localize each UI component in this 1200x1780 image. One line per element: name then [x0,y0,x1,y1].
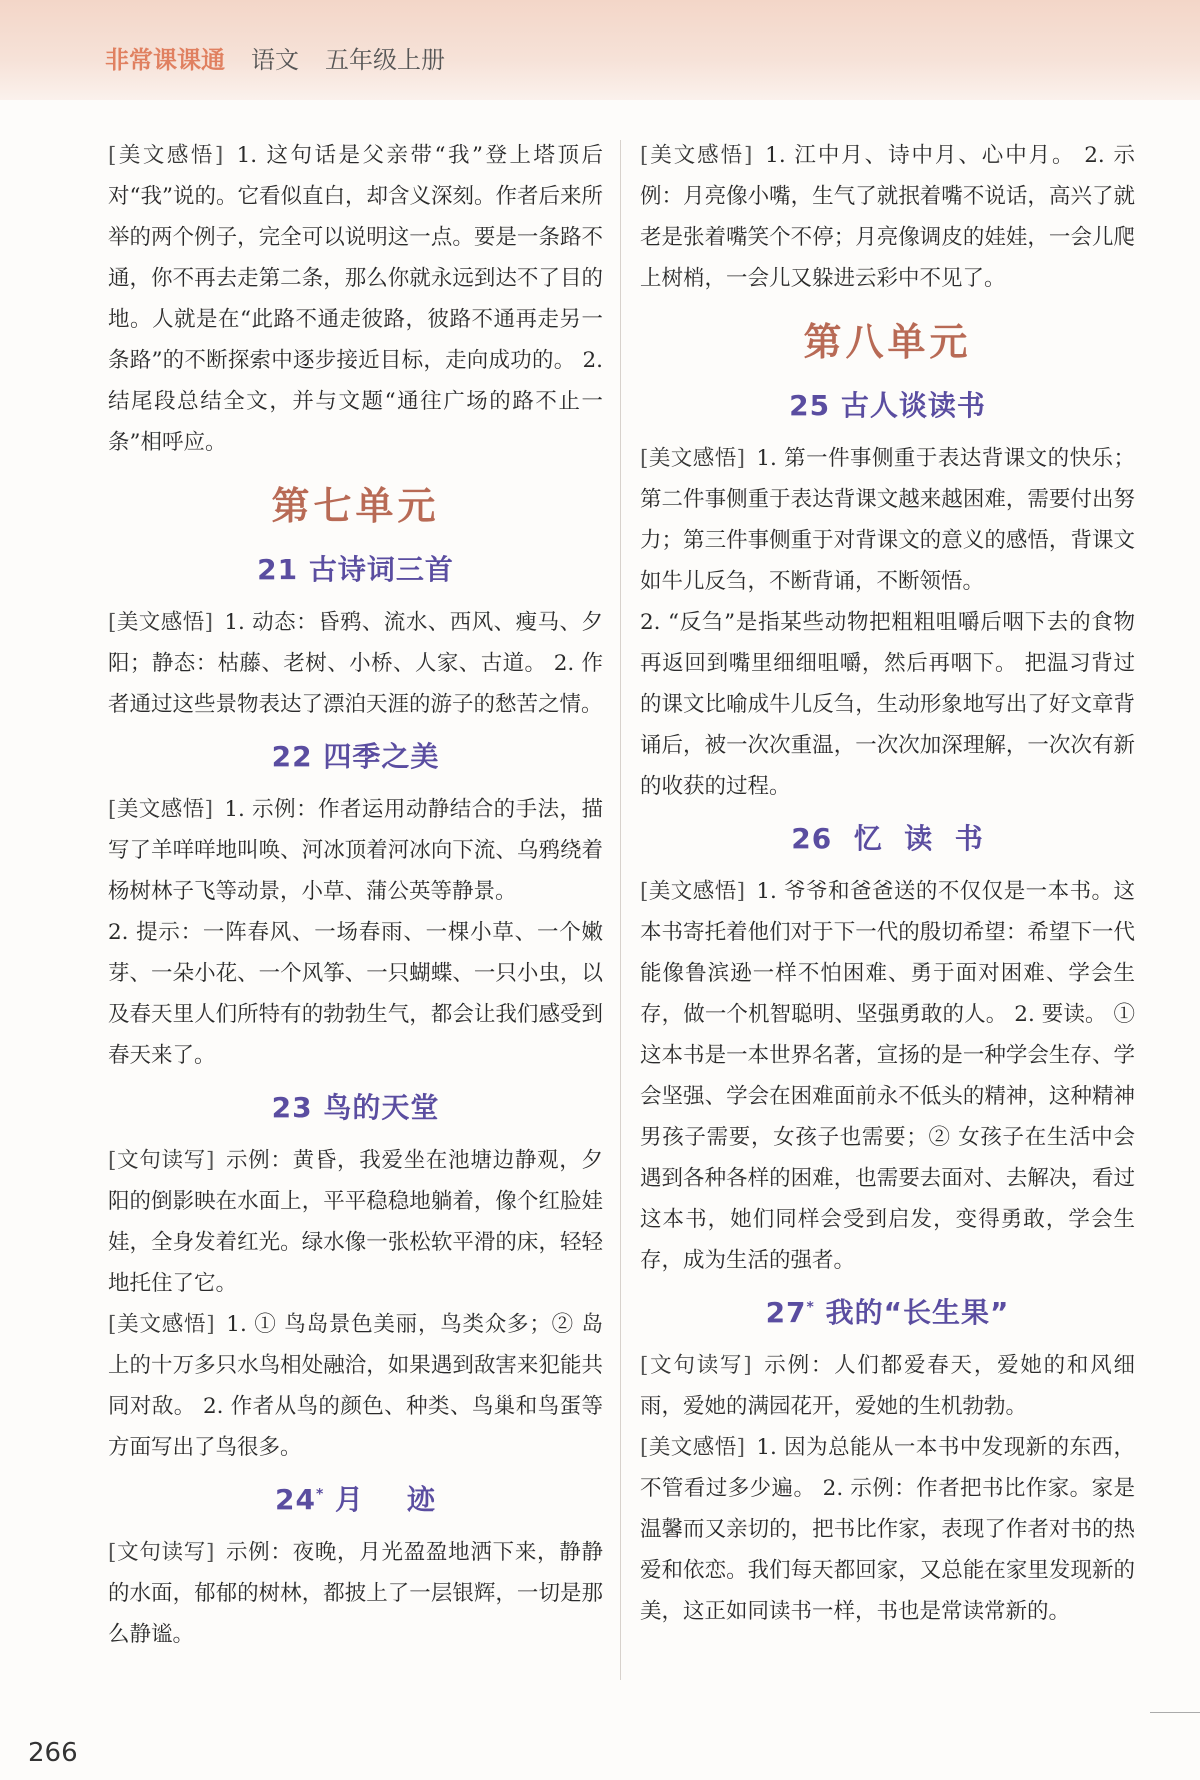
section-tag: [ 美文感悟 ] [640,1435,749,1460]
section-tag: [ 美文感悟 ] [108,1312,219,1337]
column-divider [620,140,621,1680]
section-tag: [ 美文感悟 ] [108,610,217,635]
answer-text: 1. 这句话是父亲带“我”登上塔顶后对“我”说的。它看似直白，却含义深刻。作者后来所举的两个例子，完全可以说明这一点。要是一条路不通，你不再去走第二条，那么你就永远到达不了目的地。人就是在“此路不通走彼路，彼路不通再走另一条路”的不断探索中逐步接近目标，走向成功的。 2. 结尾段总结全文，并与文题“通往广场的路不止一条”相呼应。 [108,143,603,455]
lesson-title: 22 四季之美 [271,740,440,773]
answer-paragraph: 2. “反刍”是指某些动物把粗粗咀嚼后咽下去的食物再返回到嘴里细细咀嚼，然后再咽下。 把温习背过的课文比喻成牛儿反刍，生动形象地写出了好文章背诵后，被一次次重温，一次次加深理解，一次次有新的收获的过程。 [640,610,1135,799]
optional-star: * [806,1299,815,1316]
answer-paragraph: 2. 提示：一阵春风、一场春雨、一棵小草、一个嫩芽、一朵小花、一个风筝、一只蝴蝶、一只小虫，以及春天里人们所特有的勃勃生气，都会让我们感受到春天来了。 [108,920,603,1068]
page-number: 266 [28,1738,78,1768]
answer-text: 1. 示例：作者运用动静结合的手法，描写了羊咩咩地叫唤、河冰顶着河冰向下流、乌鸦绕着杨树林子飞等动景，小草、蒲公英等静景。 [108,797,603,904]
lesson-title: 26 忆 读 书 [791,822,984,855]
answer-paragraph [108,1140,603,1304]
lesson-title: 23 鸟的天堂 [271,1091,440,1124]
answer-text: 示例：夜晚，月光盈盈地洒下来，静静的水面，郁郁的树林，都披上了一层银辉，一切是那么静谧。 [108,1540,603,1647]
section-tag: [ 美文感悟 ] [640,879,749,904]
answer-paragraph [640,871,1135,1281]
section-tag: [ 美文感悟 ] [108,797,217,822]
lesson-number: 27 [765,1296,807,1329]
section-tag: [ 美文感悟 ] [640,143,756,168]
answer-paragraph [108,135,603,463]
left-column [108,135,603,1655]
optional-star: * [315,1486,325,1503]
lesson-title: 25 古人谈读书 [789,389,986,422]
grade-label: 五年级上册 [325,46,445,74]
answer-paragraph [640,1345,1135,1427]
answer-text: 1. ① 鸟岛景色美丽，鸟类众多；② 岛上的十万多只水鸟相处融洽，如果遇到敌害来犯能共同对敌。 2. 作者从鸟的颜色、种类、鸟巢和鸟蛋等方面写出了鸟很多。 [108,1312,603,1460]
answer-paragraph [108,602,603,725]
section-tag: [ 文句读写 ] [108,1540,218,1565]
unit-title: 第八单元 [803,319,972,364]
answer-paragraph [108,1532,603,1655]
answer-text: 1. 爷爷和爸爸送的不仅仅是一本书。这本书寄托着他们对于下一代的殷切希望：希望下一代能像鲁滨逊一样不怕困难、勇于面对困难、学会生存，做一个机智聪明、坚强勇敢的人。 2. 要读。 ① 这本书是一本世界名著，宣扬的是一种学会生存、学会坚强、学会在困难面前永不低头的精神，这种精神男孩子需要，女孩子也需要；② 女孩子在生活中会遇到各种各样的困难，也需要去面对、去解决，看过这本书，她们同样会受到启发，变得勇敢，学会生存，成为生活的强者。 [640,879,1135,1273]
unit-title: 第七单元 [271,483,440,528]
corner-rule [1150,1712,1200,1713]
answer-paragraph [640,438,1135,602]
section-tag: [ 美文感悟 ] [108,143,227,168]
subject-label: 语文 [251,46,299,74]
lesson-title [640,1291,1135,1331]
answer-text: 1. 动态：昏鸦、流水、西风、瘦马、夕阳；静态：枯藤、老树、小桥、人家、古道。 2. 作者通过这些景物表达了漂泊天涯的游子的愁苦之情。 [108,610,603,717]
right-column [640,135,1135,1632]
answer-text: 示例：人们都爱春天，爱她的和风细雨，爱她的满园花开，爱她的生机勃勃。 [640,1353,1135,1419]
section-tag: [ 文句读写 ] [640,1353,756,1378]
lesson-name: 月 迹 [335,1483,437,1516]
lesson-number: 24 [274,1483,316,1516]
running-header [105,40,445,75]
lesson-title [108,1478,603,1518]
answer-text: 1. 第一件事侧重于表达背课文的快乐；第二件事侧重于表达背课文越来越困难，需要付出努力；第三件事侧重于对背课文的意义的感悟，背课文如牛儿反刍，不断背诵，不断领悟。 [640,446,1135,594]
brand-name: 非常课课通 [105,46,225,74]
answer-paragraph [640,135,1135,299]
lesson-name: 我的“长生果” [825,1296,1010,1329]
lesson-title: 21 古诗词三首 [257,553,454,586]
answer-text: 1. 江中月、诗中月、心中月。 2. 示例：月亮像小嘴，生气了就抿着嘴不说话，高兴了就老是张着嘴笑个不停；月亮像调皮的娃娃，一会儿爬上树梢，一会儿又躲进云彩中不见了。 [640,143,1135,291]
answer-paragraph [108,1304,603,1468]
section-tag: [ 文句读写 ] [108,1148,218,1173]
answer-paragraph [108,789,603,912]
answer-paragraph [640,1427,1135,1632]
answer-text: 1. 因为总能从一本书中发现新的东西，不管看过多少遍。 2. 示例：作者把书比作家。家是温馨而又亲切的，把书比作家，表现了作者对书的热爱和依恋。我们每天都回家，又总能在家里发现新的美，这正如同读书一样，书也是常读常新的。 [640,1435,1135,1624]
answer-text: 示例：黄昏，我爱坐在池塘边静观，夕阳的倒影映在水面上，平平稳稳地躺着，像个红脸娃娃，全身发着红光。绿水像一张松软平滑的床，轻轻地托住了它。 [108,1148,603,1296]
section-tag: [ 美文感悟 ] [640,446,749,471]
